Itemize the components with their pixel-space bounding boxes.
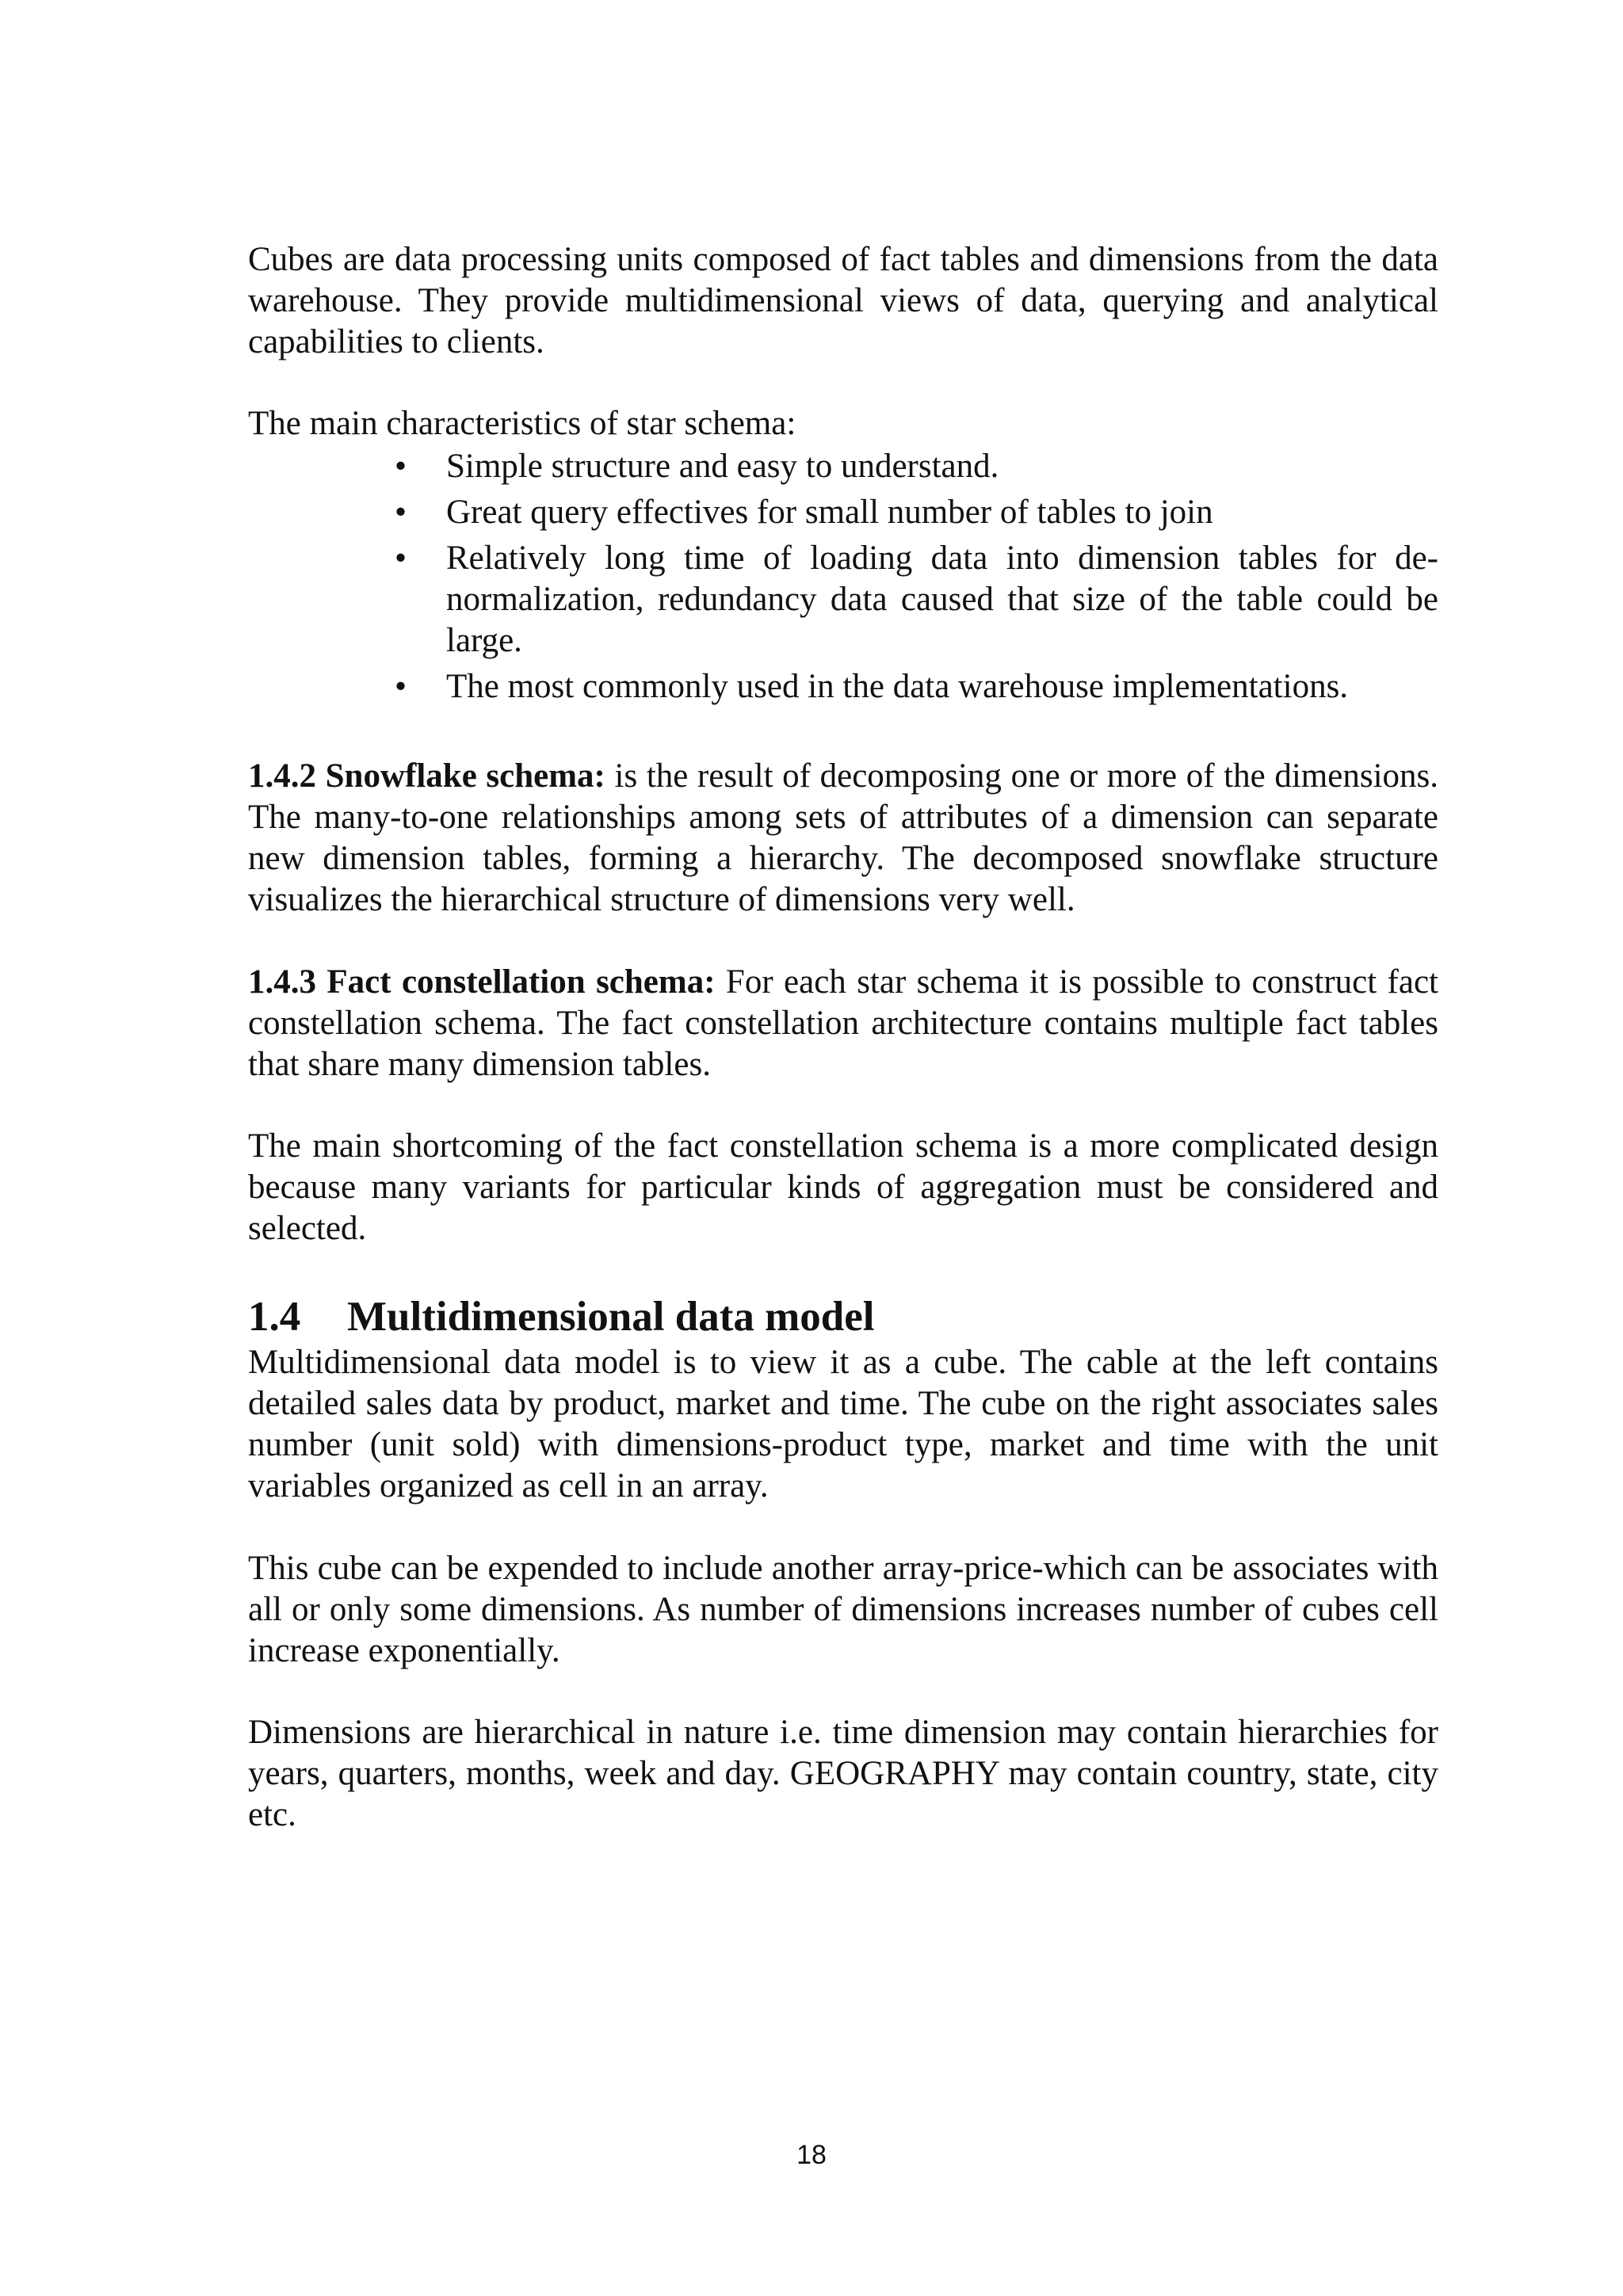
snowflake-heading: 1.4.2 Snowflake schema: xyxy=(248,757,605,795)
fact-constellation-text: For each star schema it is possible to construct fact constellation schema. The fact constellation architecture contains multiple fact tables that share many dimension tables. xyxy=(248,963,1438,1083)
star-characteristics-list xyxy=(388,446,1438,712)
paragraph-shortcoming: The main shortcoming of the fact constellation schema is a more complicated design because many variants for particular kinds of aggregation must be considered and selected. xyxy=(248,1127,1438,1247)
paragraph-snowflake xyxy=(248,756,1438,921)
paragraph-multidimensional: Multidimensional data model is to view it as a cube. The cable at the left contains detailed sales data by product, market and time. The cube on the right associates sales number (unit sold) with dimensions-product type, market and time with the unit variables organized as cell in an array. xyxy=(248,1344,1438,1505)
bullet-icon: • xyxy=(395,540,407,577)
section-number: 1.4 xyxy=(248,1294,301,1340)
fact-constellation-heading: 1.4.3 Fact constellation schema: xyxy=(248,963,716,1001)
bullet-icon: • xyxy=(395,494,407,531)
bullet-icon: • xyxy=(395,448,407,485)
section-heading xyxy=(248,1291,875,1342)
list-item xyxy=(388,492,1438,533)
paragraph-hierarchical: Dimensions are hierarchical in nature i.e. time dimension may contain hierarchies for years, quarters, months, week and day. GEOGRAPHY may contain country, state, city etc. xyxy=(248,1714,1438,1833)
list-item-text: Great query effectives for small number of tables to join xyxy=(446,494,1213,531)
list-item-text: Simple structure and easy to understand. xyxy=(446,448,999,485)
paragraph-cubes: Cubes are data processing units composed of fact tables and dimensions from the data warehouse. They provide multidimensional views of data, querying and analytical capabilities to clients. xyxy=(248,241,1438,360)
section-title: Multidimensional data model xyxy=(347,1294,875,1340)
list-item xyxy=(388,446,1438,487)
list-item xyxy=(388,538,1438,662)
list-item-text: Relatively long time of loading data into dimension tables for de-normalization, redundancy data caused that size of the table could be large. xyxy=(446,540,1438,659)
paragraph-star-intro: The main characteristics of star schema: xyxy=(248,405,796,442)
bullet-icon: • xyxy=(395,668,407,705)
paragraph-fact-constellation xyxy=(248,962,1438,1085)
page-number: 18 xyxy=(796,2140,827,2170)
list-item-text: The most commonly used in the data warehouse implementations. xyxy=(446,668,1349,705)
snowflake-text: is the result of decomposing one or more of the dimensions. The many-to-one relationships among sets of attributes of a dimension can separate new dimension tables, forming a hierarchy. The decomposed snowflake structure visualizes the hierarchical structure of dimensions very well. xyxy=(248,757,1438,918)
list-item xyxy=(388,666,1438,707)
paragraph-expend: This cube can be expended to include another array-price-which can be associates with all or only some dimensions. As number of dimensions increases number of cubes cell increase exponentially. xyxy=(248,1550,1438,1669)
